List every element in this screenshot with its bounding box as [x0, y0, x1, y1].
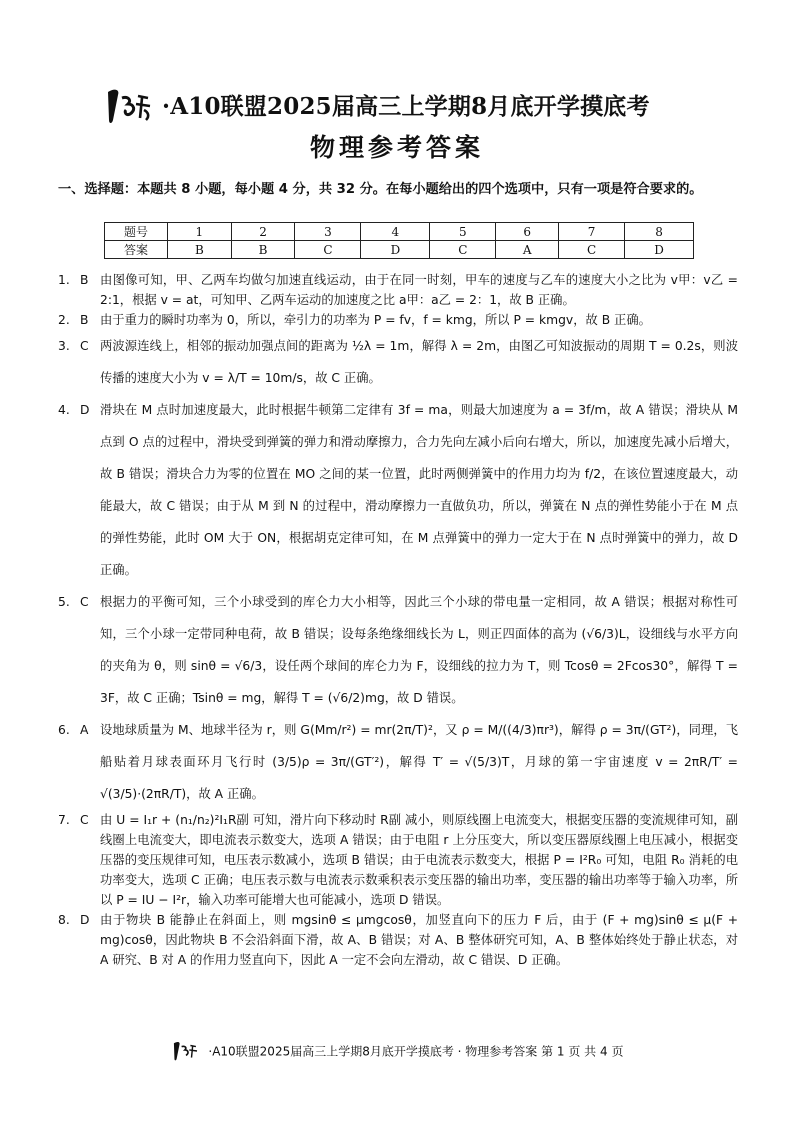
item-explanation: 设地球质量为 M、地球半径为 r，则 G(Mm/r²) = mr(2π/T)²，又 ρ = M/((4/3)πr³)，解得 ρ = 3π/(GT²)，同理，飞船贴着月球表面环月飞行时 (3/5)ρ = 3π/(GT′²)，解得 T′ = √(5/3)T，月球的第一宇宙速度 v = 2πR/T′ = √(3/5)·(2πR/T)，故 A 正确。 — [100, 723, 738, 801]
item-answer: C — [80, 813, 89, 827]
section-heading: 一、选择题：本题共 8 小题，每小题 4 分，共 32 分。在每小题给出的四个选项中，只有一项是符合要求的。 — [58, 182, 703, 197]
table-row-label: 答案 — [105, 241, 168, 259]
item-answer: C — [80, 339, 89, 353]
footer-text: ·A10联盟2025届高三上学期8月底开学摸底考 · 物理参考答案 第 1 页 共 4 页 — [208, 1044, 624, 1059]
table-cell: 5 — [430, 223, 496, 241]
list-item — [58, 394, 738, 586]
list-item — [58, 586, 738, 714]
table-cell: C — [559, 241, 625, 259]
table-cell: 7 — [559, 223, 625, 241]
item-answer: D — [80, 913, 90, 927]
table-cell: 2 — [231, 223, 295, 241]
page-title: ·A10联盟2025届高三上学期8月底开学摸底考 — [162, 93, 650, 120]
item-number: 7. — [58, 813, 70, 827]
table-row-label: 题号 — [105, 223, 168, 241]
table-row-answers — [105, 241, 694, 259]
item-explanation: 由于物块 B 能静止在斜面上，则 mgsinθ ≤ μmgcosθ，加竖直向下的压力 F 后，由于 (F + mg)sinθ ≤ μ(F + mg)cosθ，因此物块 B 不会沿斜面下滑，故 A、B 错误；对 A、B 整体研究可知，A、B 整体始终处于静止状态，对 A 研究、B 对 A 的作用力竖直向下，因此 A 一定不会向左滑动，故 C 错误、D 正确。 — [100, 913, 738, 967]
item-answer: D — [80, 403, 90, 417]
list-item — [58, 270, 738, 310]
table-cell: B — [231, 241, 295, 259]
table-cell: 4 — [361, 223, 430, 241]
table-row-numbers — [105, 223, 694, 241]
item-number: 3. — [58, 339, 70, 353]
item-number: 1. — [58, 273, 70, 287]
page-subtitle: 物理参考答案 — [309, 133, 484, 162]
item-explanation: 由于重力的瞬时功率为 0，所以，牵引力的功率为 P = fv，f = kmg，所以 P = kmgv，故 B 正确。 — [100, 313, 651, 327]
table-cell: D — [361, 241, 430, 259]
item-explanation: 两波源连线上，相邻的振动加强点间的距离为 ½λ = 1m，解得 λ = 2m，由图乙可知波振动的周期 T = 0.2s，则波传播的速度大小为 v = λ/T = 10m/s，故 C 正确。 — [100, 339, 738, 385]
item-number: 5. — [58, 595, 70, 609]
item-explanation: 由 U = I₁r + (n₁/n₂)²I₁R副 可知，滑片向下移动时 R副 减小，则原线圈上电流变大，根据变压器的变流规律可知，副线圈上电流变大，即电流表示数变大，选项 A 错误；由于电阻 r 上分压变大，所以变压器原线圈上电压减小，根据变压器的变压规律可知，电压表示数减小，选项 B 错误；由于电流表示数变大，根据 P = I²R₀ 可知，电阻 R₀ 消耗的电功率变大，选项 C 正确；电压表示数与电流表示数乘积表示变压器的输出功率，变压器的输出功率等于输入功率，所以 P = IU − I²r，输入功率可能增大也可能减小，选项 D 错误。 — [100, 813, 738, 907]
table-cell: A — [496, 241, 559, 259]
table-cell: 3 — [295, 223, 361, 241]
item-number: 8. — [58, 913, 70, 927]
table-cell: B — [168, 241, 232, 259]
brush-logo-icon — [171, 1040, 201, 1062]
list-item — [58, 310, 738, 330]
table-cell: C — [430, 241, 496, 259]
item-answer: C — [80, 595, 89, 609]
solution-list — [58, 270, 738, 970]
table-cell: 8 — [625, 223, 694, 241]
item-explanation: 根据力的平衡可知，三个小球受到的库仑力大小相等，因此三个小球的带电量一定相同，故 A 错误；根据对称性可知，三个小球一定带同种电荷，故 B 错误；设每条绝缘细线长为 L，则正四面体的高为 (√6/3)L，设细线与水平方向的夹角为 θ，则 sinθ = √6/3，设任两个球间的库仑力为 F，设细线的拉力为 T，则 Tcosθ = 2Fcos30°，解得 T = 3F，故 C 正确；Tsinθ = mg，解得 T = (√6/2)mg，故 D 错误。 — [100, 595, 738, 705]
table-cell: 1 — [168, 223, 232, 241]
list-item — [58, 330, 738, 394]
page-footer — [0, 1040, 794, 1062]
item-answer: B — [80, 273, 89, 287]
item-number: 2. — [58, 313, 70, 327]
table-cell: C — [295, 241, 361, 259]
header — [104, 86, 704, 132]
item-answer: B — [80, 313, 89, 327]
answer-table — [104, 222, 694, 259]
item-explanation: 滑块在 M 点时加速度最大，此时根据牛顿第二定律有 3f = ma，则最大加速度为 a = 3f/m，故 A 错误；滑块从 M 点到 O 点的过程中，滑块受到弹簧的弹力和滑动摩擦力，合力先向左减小后向右增大，所以，加速度先减小后增大，故 B 错误；滑块合力为零的位置在 MO 之间的某一位置，此时两侧弹簧中的作用力均为 f/2，在该位置速度最大，动能最大，故 C 错误；由于从 M 到 N 的过程中，滑动摩擦力一直做负功，所以，弹簧在 N 点的弹性势能小于在 M 点的弹性势能，此时 OM 大于 ON，根据胡克定律可知，在 M 点弹簧中的弹力一定大于在 N 点时弹簧中的弹力，故 D 正确。 — [100, 403, 738, 577]
item-number: 4. — [58, 403, 70, 417]
item-answer: A — [80, 723, 89, 737]
item-number: 6. — [58, 723, 70, 737]
list-item — [58, 810, 738, 910]
list-item — [58, 714, 738, 810]
brush-logo-icon — [104, 86, 156, 126]
list-item — [58, 910, 738, 970]
table-cell: 6 — [496, 223, 559, 241]
table-cell: D — [625, 241, 694, 259]
item-explanation: 由图像可知，甲、乙两车均做匀加速直线运动，由于在同一时刻，甲车的速度与乙车的速度大小之比为 v甲：v乙 = 2:1，根据 v = at，可知甲、乙两车运动的加速度之比 a甲：a乙 = 2：1，故 B 正确。 — [100, 273, 738, 307]
